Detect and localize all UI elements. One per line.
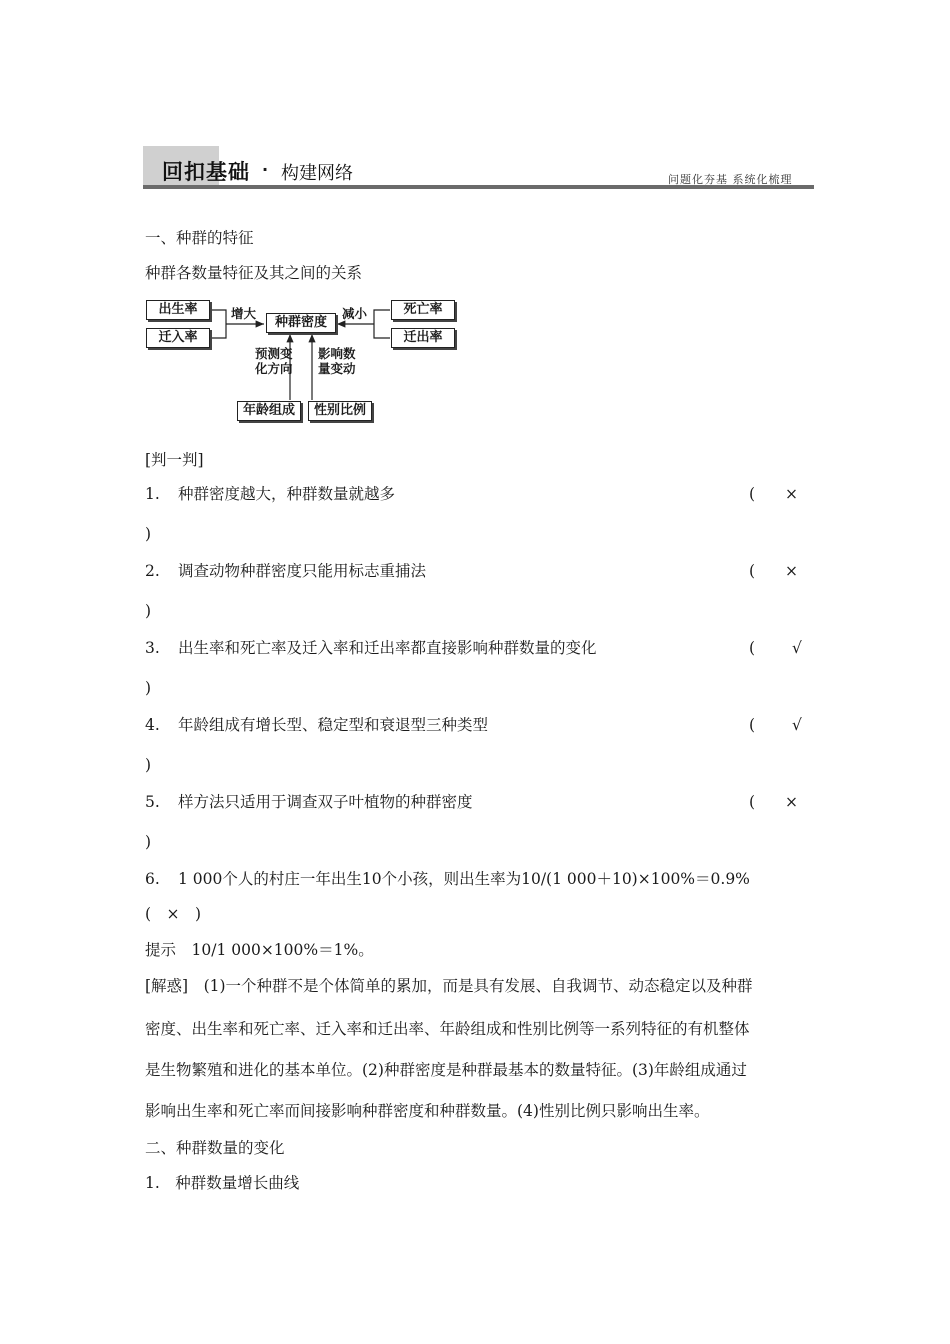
header-title: 回扣基础 — [162, 160, 250, 184]
judge-item-number: 1. — [145, 485, 160, 503]
judge-item-text: 种群密度越大，种群数量就越多 — [178, 485, 396, 503]
header-subtitle: 构建网络 — [281, 163, 353, 184]
section2-heading: 二、种群数量的变化 — [145, 1139, 285, 1157]
judge-item-mark: √ — [792, 639, 802, 657]
header-right-text: 问题化夯基 系统化梳理 — [668, 173, 793, 186]
section1-heading: 一、种群的特征 — [145, 229, 254, 247]
emigration-rate-box: 迁出率 — [391, 328, 455, 348]
judge-item-answer: ( × ) — [145, 905, 202, 923]
header-dot: · — [262, 160, 269, 179]
judge-item-close-paren: ) — [145, 679, 152, 697]
sex-ratio-box: 性别比例 — [308, 401, 372, 421]
predict-label: 预测变化方向 — [255, 346, 293, 376]
section2-subheading: 1. 种群数量增长曲线 — [145, 1174, 300, 1192]
explanation-line: 是生物繁殖和进化的基本单位。(2)种群密度是种群最基本的数量特征。(3)年龄组成通过 — [145, 1061, 747, 1079]
age-structure-box: 年龄组成 — [237, 401, 301, 421]
affect-label: 影响数量变动 — [318, 346, 356, 376]
immigration-rate-box: 迁入率 — [146, 328, 210, 348]
judge-item-number: 5. — [145, 793, 160, 811]
judge-item-number: 3. — [145, 639, 160, 657]
judge-heading: [判一判] — [145, 451, 204, 469]
explanation-line: [解惑] (1)一个种群不是个体简单的累加，而是具有发展、自我调节、动态稳定以及种群 — [145, 977, 753, 995]
judge-item-mark: × — [785, 793, 798, 811]
population-density-box: 种群密度 — [266, 313, 336, 333]
judge-item-text: 出生率和死亡率及迁入率和迁出率都直接影响种群数量的变化 — [178, 639, 597, 657]
judge-item-text: 1 000个人的村庄一年出生10个小孩，则出生率为10/(1 000＋10)×100%＝0.9% — [178, 870, 750, 888]
judge-item-open-paren: ( — [749, 793, 756, 811]
increase-label: 增大 — [231, 306, 257, 321]
judge-item-number: 2. — [145, 562, 160, 580]
judge-item-close-paren: ) — [145, 756, 152, 774]
judge-item-text: 样方法只适用于调查双子叶植物的种群密度 — [178, 793, 473, 811]
judge-item-text: 调查动物种群密度只能用标志重捕法 — [178, 562, 427, 580]
judge-item-open-paren: ( — [749, 485, 756, 503]
judge-item-number: 4. — [145, 716, 160, 734]
decrease-label: 减小 — [342, 306, 368, 321]
judge-item-number: 6. — [145, 870, 160, 888]
judge-item-text: 年龄组成有增长型、稳定型和衰退型三种类型 — [178, 716, 489, 734]
hint-text: 提示 10/1 000×100%＝1%。 — [145, 941, 374, 959]
judge-item-mark: × — [785, 485, 798, 503]
judge-item-open-paren: ( — [749, 716, 756, 734]
section1-intro: 种群各数量特征及其之间的关系 — [145, 264, 363, 282]
judge-item-close-paren: ) — [145, 525, 152, 543]
judge-item-close-paren: ) — [145, 602, 152, 620]
judge-item-mark: × — [785, 562, 798, 580]
judge-item-open-paren: ( — [749, 562, 756, 580]
explanation-line: 密度、出生率和死亡率、迁入率和迁出率、年龄组成和性别比例等一系列特征的有机整体 — [145, 1020, 750, 1038]
judge-item-close-paren: ) — [145, 833, 152, 851]
death-rate-box: 死亡率 — [391, 300, 455, 320]
judge-item-mark: √ — [792, 716, 802, 734]
explanation-line: 影响出生率和死亡率而间接影响种群密度和种群数量。(4)性别比例只影响出生率。 — [145, 1102, 710, 1120]
judge-item-open-paren: ( — [749, 639, 756, 657]
birth-rate-box: 出生率 — [146, 300, 210, 320]
